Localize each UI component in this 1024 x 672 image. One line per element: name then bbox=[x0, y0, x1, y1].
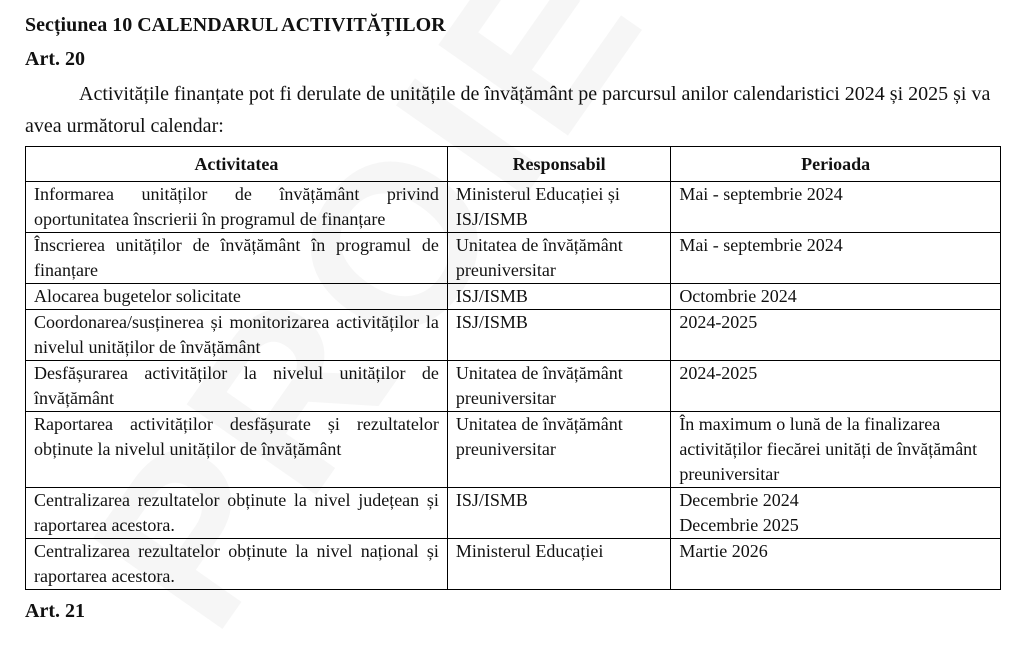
period-cell bbox=[671, 233, 1001, 284]
period-line: Decembrie 2025 bbox=[679, 515, 799, 535]
article-heading: Art. 20 bbox=[25, 48, 85, 70]
period-line: 2024-2025 bbox=[679, 363, 758, 383]
period-cell bbox=[671, 488, 1001, 539]
period-line: Martie 2026 bbox=[679, 541, 768, 561]
table-row bbox=[26, 310, 1001, 361]
period-cell bbox=[671, 361, 1001, 412]
period-line: 2024-2025 bbox=[679, 312, 758, 332]
responsible-cell: Ministerul Educației bbox=[447, 539, 670, 590]
activity-cell: Înscrierea unităților de învățământ în programul de finanțare bbox=[26, 233, 448, 284]
table-row bbox=[26, 539, 1001, 590]
responsible-cell: ISJ/ISMB bbox=[447, 284, 670, 310]
header-responsible: Responsabil bbox=[447, 147, 670, 182]
responsible-cell: Unitatea de învățământ preuniversitar bbox=[447, 412, 670, 488]
responsible-cell: Unitatea de învățământ preuniversitar bbox=[447, 233, 670, 284]
activity-cell: Centralizarea rezultatelor obținute la nivel național și raportarea acestora. bbox=[26, 539, 448, 590]
responsible-cell: Unitatea de învățământ preuniversitar bbox=[447, 361, 670, 412]
period-cell bbox=[671, 310, 1001, 361]
activity-cell: Alocarea bugetelor solicitate bbox=[26, 284, 448, 310]
activity-cell: Coordonarea/susținerea și monitorizarea activităților la nivelul unităților de învățământ bbox=[26, 310, 448, 361]
activity-cell: Informarea unităților de învățământ privind oportunitatea înscrierii în programul de finanțare bbox=[26, 182, 448, 233]
intro-paragraph: Activitățile finanțate pot fi derulate de unitățile de învățământ pe parcursul anilor calendaristici 2024 și 2025 și va avea următorul calendar: bbox=[25, 83, 991, 137]
activity-cell: Centralizarea rezultatelor obținute la nivel județean și raportarea acestora. bbox=[26, 488, 448, 539]
period-cell bbox=[671, 284, 1001, 310]
header-period: Perioada bbox=[671, 147, 1001, 182]
activity-cell: Raportarea activităților desfășurate și rezultatelor obținute la nivelul unităților de învățământ bbox=[26, 412, 448, 488]
section-title: Secțiunea 10 CALENDARUL ACTIVITĂȚILOR bbox=[25, 14, 446, 36]
table-row bbox=[26, 233, 1001, 284]
table-row bbox=[26, 182, 1001, 233]
table-row bbox=[26, 361, 1001, 412]
table-row bbox=[26, 412, 1001, 488]
responsible-cell: ISJ/ISMB bbox=[447, 488, 670, 539]
next-article-heading: Art. 21 bbox=[25, 600, 85, 622]
header-activity: Activitatea bbox=[26, 147, 448, 182]
table-row bbox=[26, 284, 1001, 310]
activity-cell: Desfășurarea activităților la nivelul unităților de învățământ bbox=[26, 361, 448, 412]
table-row bbox=[26, 488, 1001, 539]
period-line: Mai - septembrie 2024 bbox=[679, 235, 843, 255]
period-line: Decembrie 2024 bbox=[679, 490, 799, 510]
responsible-cell: ISJ/ISMB bbox=[447, 310, 670, 361]
responsible-cell: Ministerul Educației și ISJ/ISMB bbox=[447, 182, 670, 233]
calendar-table bbox=[25, 146, 1001, 590]
period-line: Mai - septembrie 2024 bbox=[679, 184, 843, 204]
period-line: Octombrie 2024 bbox=[679, 286, 797, 306]
table-header-row bbox=[26, 147, 1001, 182]
period-cell bbox=[671, 539, 1001, 590]
period-line: În maximum o lună de la finalizarea activităților fiecărei unități de învățământ preuniversitar bbox=[679, 414, 978, 484]
period-cell bbox=[671, 182, 1001, 233]
period-cell bbox=[671, 412, 1001, 488]
